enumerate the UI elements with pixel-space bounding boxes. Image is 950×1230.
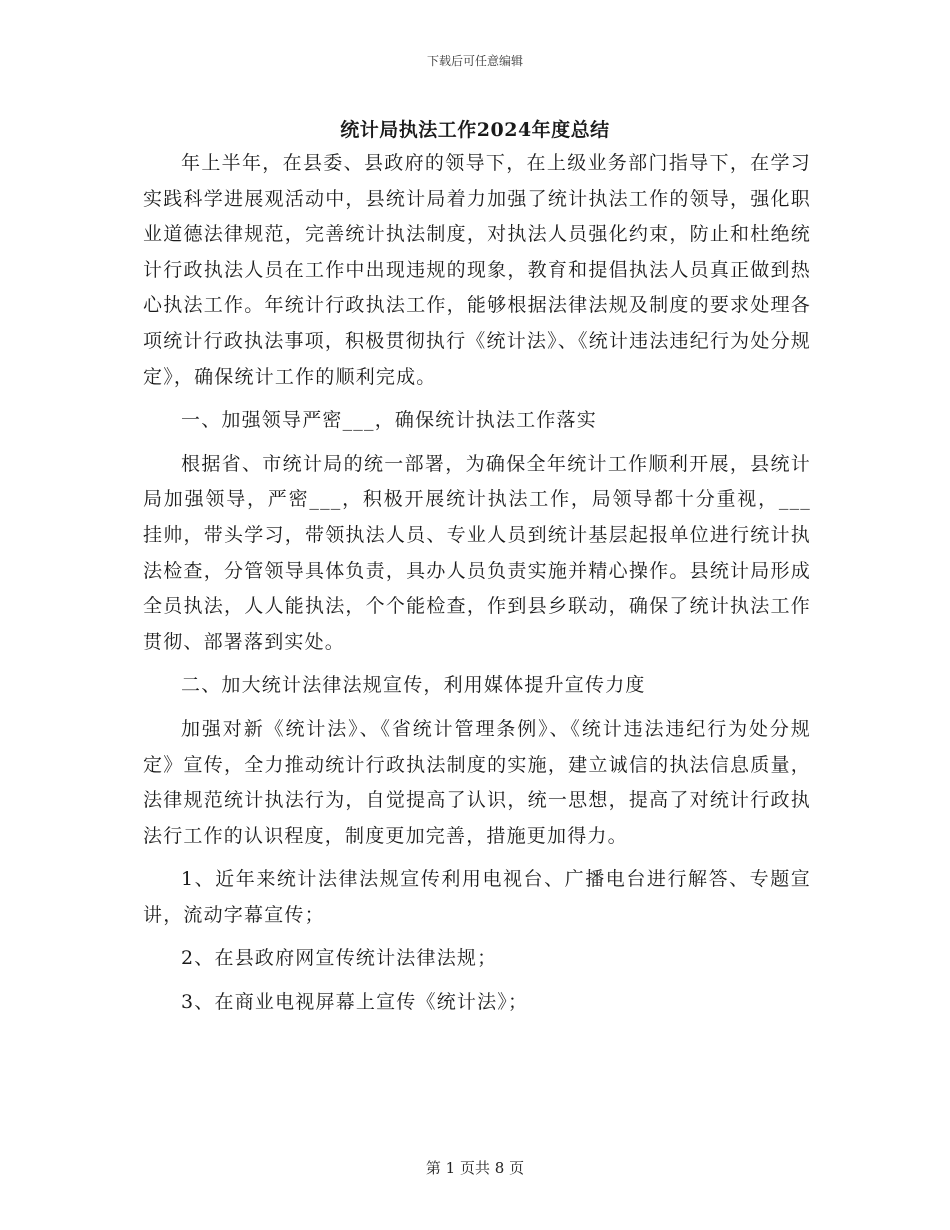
paragraph-section-2: 加强对新《统计法》、《省统计管理条例》、《统计违法违纪行为处分规定》宣传，全力推动统计行政执法制度的实施，建立诚信的执法信息质量，法律规范统计执法行为，自觉提高了认识，统一思想，提高了对统计行政执法行工作的认识程度，制度更加完善，措施更加得力。 (143, 717, 811, 847)
list-item-1: 1、近年来统计法律法规宣传利用电视台、广播电台进行解答、专题宣讲，流动字幕宣传； (143, 868, 811, 926)
paragraph-intro: 年上半年，在县委、县政府的领导下，在上级业务部门指导下，在学习实践科学进展观活动中，县统计局着力加强了统计执法工作的领导，强化职业道德法律规范，完善统计执法制度，对执法人员强化约束，防止和杜绝统计行政执法人员在工作中出现违规的现象，教育和提倡执法人员真正做到热心执法工作。年统计行政执法工作，能够根据法律法规及制度的要求处理各项统计行政执法事项，积极贯彻执行《统计法》、《统计违法违纪行为处分规定》，确保统计工作的顺利完成。 (143, 152, 811, 388)
section-heading-2: 二、加大统计法律法规宣传，利用媒体提升宣传力度 (181, 674, 646, 697)
list-item-3: 3、在商业电视屏幕上宣传《统计法》； (181, 991, 529, 1014)
page-footer-number: 第 1 页共 8 页 (425, 1159, 525, 1177)
section-heading-1: 一、加强领导严密___，确保统计执法工作落实 (181, 409, 597, 432)
page-header-note: 下载后可任意编辑 (426, 54, 523, 68)
document-body (143, 146, 811, 1021)
list-item-2: 2、在县政府网宣传统计法律法规； (181, 947, 498, 970)
paragraph-section-1: 根据省、市统计局的统一部署，为确保全年统计工作顺利开展，县统计局加强领导，严密___，积极开展统计执法工作，局领导都十分重视，___挂帅，带头学习，带领执法人员、专业人员到统计基层起报单位进行统计执法检查，分管领导具体负责，具办人员负责实施并精心操作。县统计局形成全员执法，人人能执法，个个能检查，作到县乡联动，确保了统计执法工作贯彻、部署落到实处。 (143, 452, 811, 653)
document-title: 统计局执法工作2024年度总结 (340, 119, 610, 141)
